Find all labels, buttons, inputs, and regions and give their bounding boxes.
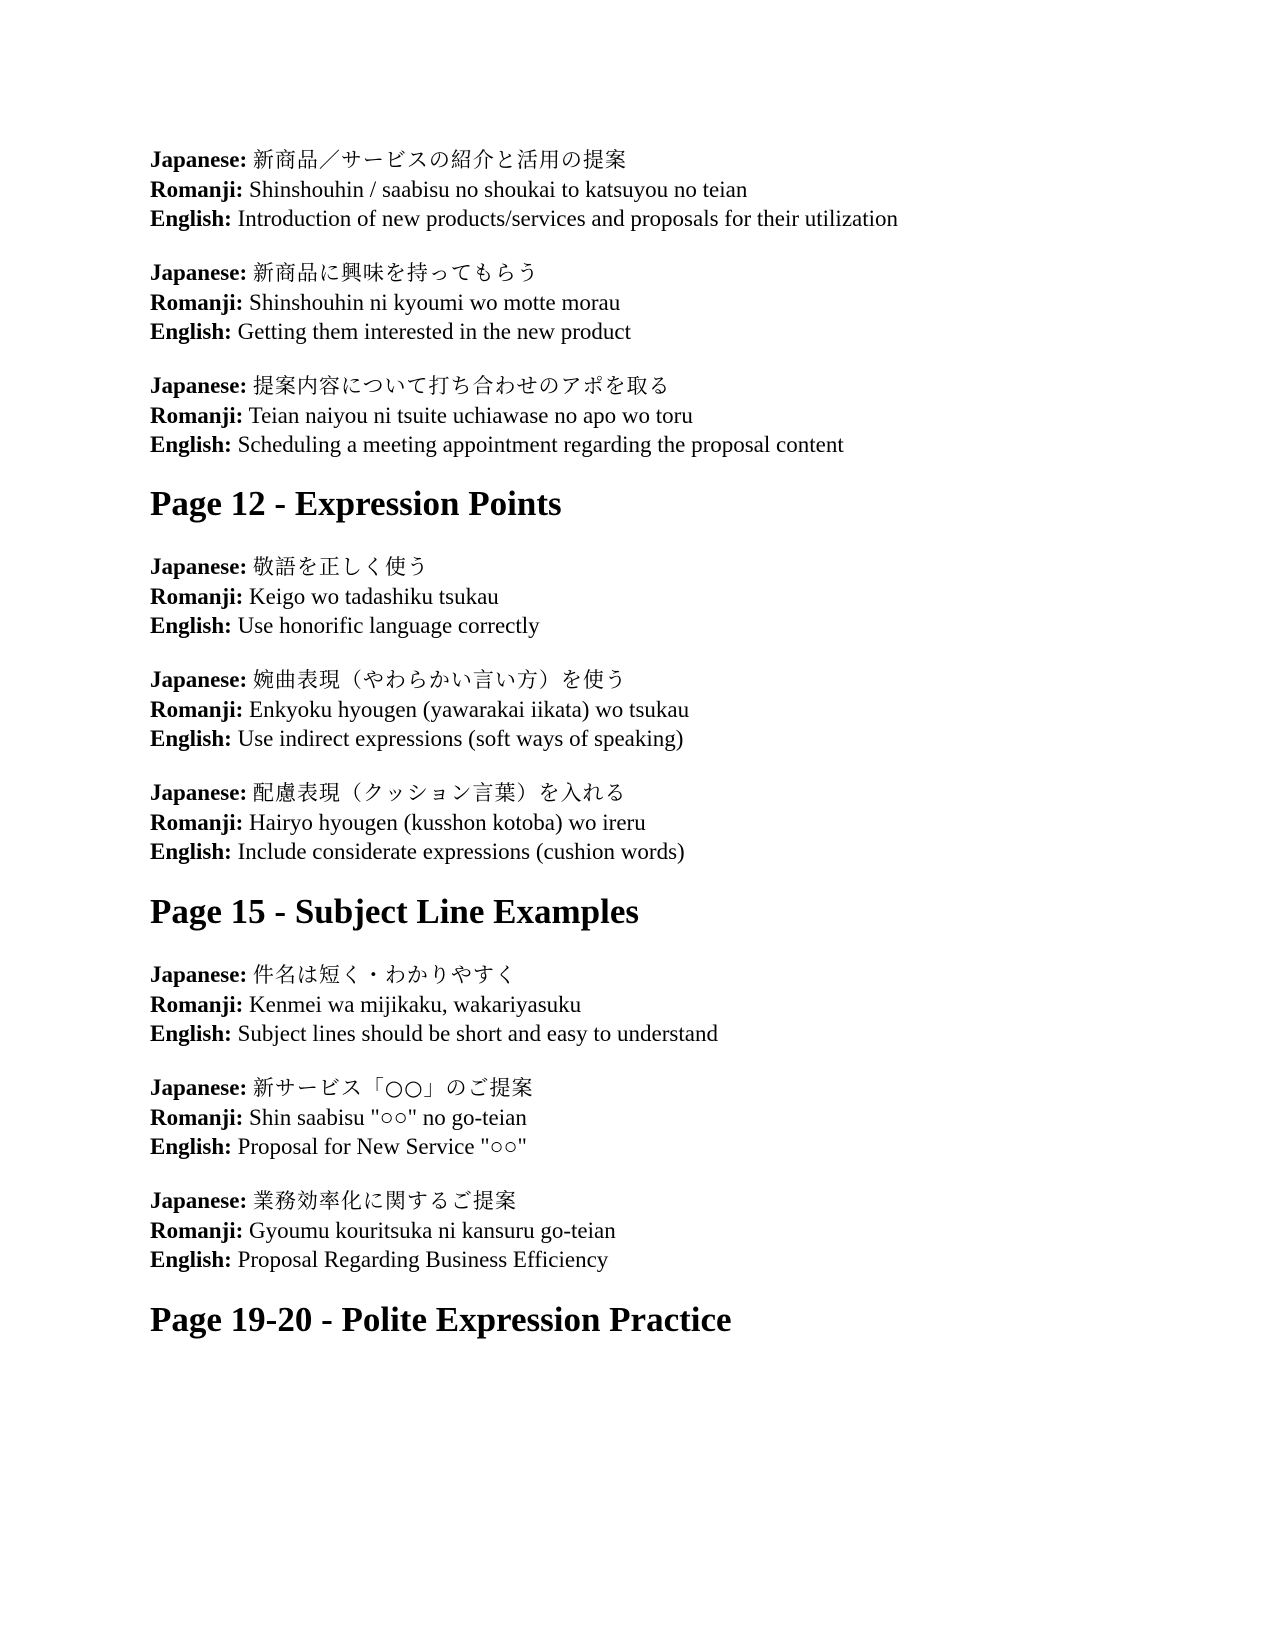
japanese-line bbox=[150, 778, 1210, 808]
entry-page15-1 bbox=[150, 960, 1210, 1048]
english-label: English: bbox=[150, 839, 232, 864]
english-line bbox=[150, 837, 1210, 866]
english-text: Use indirect expressions (soft ways of speaking) bbox=[237, 726, 684, 751]
romanji-text: Keigo wo tadashiku tsukau bbox=[249, 584, 499, 609]
romanji-label: Romanji: bbox=[150, 1105, 244, 1130]
romanji-label: Romanji: bbox=[150, 1218, 244, 1243]
entry-page12-2 bbox=[150, 665, 1210, 753]
romanji-line bbox=[150, 808, 1210, 837]
english-label: English: bbox=[150, 1021, 232, 1046]
english-label: English: bbox=[150, 1247, 232, 1272]
japanese-text: 配慮表現（クッション言葉）を入れる bbox=[252, 781, 627, 805]
entry-block1-1 bbox=[150, 145, 1210, 233]
english-text: Subject lines should be short and easy to understand bbox=[237, 1021, 718, 1046]
romanji-line bbox=[150, 695, 1210, 724]
romanji-label: Romanji: bbox=[150, 177, 244, 202]
romanji-line bbox=[150, 1103, 1210, 1132]
english-line bbox=[150, 1132, 1210, 1161]
japanese-line bbox=[150, 665, 1210, 695]
section-heading-page-12: Page 12 - Expression Points bbox=[150, 484, 562, 523]
japanese-text: 新サービス「○○」のご提案 bbox=[252, 1076, 534, 1100]
japanese-label: Japanese: bbox=[150, 373, 248, 398]
japanese-text: 業務効率化に関するご提案 bbox=[252, 1189, 517, 1213]
section-heading-page-15: Page 15 - Subject Line Examples bbox=[150, 892, 640, 931]
english-line bbox=[150, 204, 1210, 233]
english-text: Introduction of new products/services and proposals for their utilization bbox=[237, 206, 899, 231]
english-label: English: bbox=[150, 206, 232, 231]
english-text: Proposal Regarding Business Efficiency bbox=[237, 1247, 609, 1272]
english-text: Scheduling a meeting appointment regarding the proposal content bbox=[237, 432, 844, 457]
japanese-line bbox=[150, 145, 1210, 175]
japanese-label: Japanese: bbox=[150, 1188, 248, 1213]
romanji-text: Shinshouhin ni kyoumi wo motte morau bbox=[249, 290, 621, 315]
english-line bbox=[150, 724, 1210, 753]
romanji-text: Kenmei wa mijikaku, wakariyasuku bbox=[249, 992, 582, 1017]
entry-block1-2 bbox=[150, 258, 1210, 346]
japanese-text: 新商品に興味を持ってもらう bbox=[252, 261, 539, 285]
english-label: English: bbox=[150, 319, 232, 344]
japanese-label: Japanese: bbox=[150, 554, 248, 579]
entry-page12-3 bbox=[150, 778, 1210, 866]
english-line bbox=[150, 317, 1210, 346]
romanji-text: Shin saabisu "○○" no go-teian bbox=[249, 1105, 527, 1130]
english-text: Getting them interested in the new product bbox=[237, 319, 632, 344]
romanji-line bbox=[150, 175, 1210, 204]
japanese-line bbox=[150, 552, 1210, 582]
english-text: Proposal for New Service "○○" bbox=[237, 1134, 527, 1159]
japanese-text: 敬語を正しく使う bbox=[252, 555, 429, 579]
english-label: English: bbox=[150, 432, 232, 457]
japanese-line bbox=[150, 960, 1210, 990]
japanese-text: 提案内容について打ち合わせのアポを取る bbox=[252, 374, 671, 398]
entry-page15-3 bbox=[150, 1186, 1210, 1274]
japanese-label: Japanese: bbox=[150, 780, 248, 805]
romanji-line bbox=[150, 582, 1210, 611]
english-label: English: bbox=[150, 726, 232, 751]
romanji-text: Teian naiyou ni tsuite uchiawase no apo wo toru bbox=[248, 403, 693, 428]
english-line bbox=[150, 430, 1210, 459]
entry-page15-2 bbox=[150, 1073, 1210, 1161]
japanese-line bbox=[150, 1186, 1210, 1216]
romanji-text: Shinshouhin / saabisu no shoukai to katsuyou no teian bbox=[249, 177, 748, 202]
english-text: Include considerate expressions (cushion words) bbox=[237, 839, 685, 864]
japanese-label: Japanese: bbox=[150, 962, 248, 987]
japanese-text: 件名は短く・わかりやすく bbox=[252, 963, 517, 987]
romanji-label: Romanji: bbox=[150, 290, 244, 315]
english-text: Use honorific language correctly bbox=[237, 613, 540, 638]
romanji-label: Romanji: bbox=[150, 992, 244, 1017]
english-label: English: bbox=[150, 613, 232, 638]
section-heading-page-19-20: Page 19-20 - Polite Expression Practice bbox=[150, 1300, 732, 1339]
romanji-line bbox=[150, 1216, 1210, 1245]
romanji-line bbox=[150, 990, 1210, 1019]
japanese-label: Japanese: bbox=[150, 147, 248, 172]
japanese-text: 新商品／サービスの紹介と活用の提案 bbox=[252, 148, 627, 172]
romanji-label: Romanji: bbox=[150, 810, 244, 835]
english-line bbox=[150, 1245, 1210, 1274]
japanese-line bbox=[150, 258, 1210, 288]
romanji-label: Romanji: bbox=[150, 403, 244, 428]
romanji-label: Romanji: bbox=[150, 584, 244, 609]
romanji-text: Enkyoku hyougen (yawarakai iikata) wo tsukau bbox=[249, 697, 690, 722]
japanese-label: Japanese: bbox=[150, 667, 248, 692]
english-line bbox=[150, 611, 1210, 640]
japanese-text: 婉曲表現（やわらかい言い方）を使う bbox=[252, 668, 627, 692]
romanji-text: Hairyo hyougen (kusshon kotoba) wo ireru bbox=[249, 810, 646, 835]
entry-page12-1 bbox=[150, 552, 1210, 640]
romanji-line bbox=[150, 401, 1210, 430]
english-label: English: bbox=[150, 1134, 232, 1159]
japanese-label: Japanese: bbox=[150, 260, 248, 285]
japanese-label: Japanese: bbox=[150, 1075, 248, 1100]
english-line bbox=[150, 1019, 1210, 1048]
japanese-line bbox=[150, 1073, 1210, 1103]
japanese-line bbox=[150, 371, 1210, 401]
entry-block1-3 bbox=[150, 371, 1210, 459]
romanji-text: Gyoumu kouritsuka ni kansuru go-teian bbox=[249, 1218, 616, 1243]
romanji-label: Romanji: bbox=[150, 697, 244, 722]
romanji-line bbox=[150, 288, 1210, 317]
